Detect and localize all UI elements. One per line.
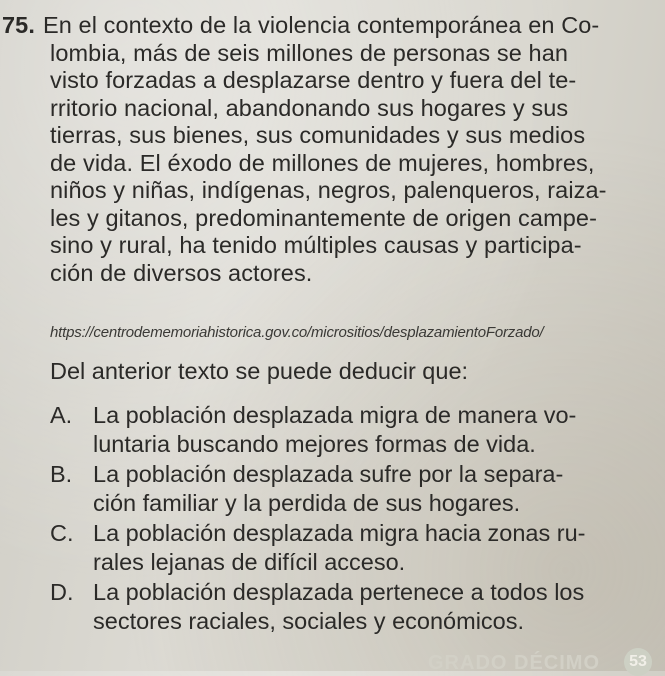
option-letter: B. — [50, 461, 73, 487]
option-letter: A. — [50, 402, 73, 428]
question-text-line: visto forzadas a desplazarse dentro y fuera del te- — [50, 67, 577, 93]
answer-options — [50, 401, 660, 637]
option-letter: D. — [50, 579, 74, 605]
option-c[interactable] — [50, 519, 660, 577]
option-d[interactable] — [50, 578, 660, 636]
option-text-line: sectores raciales, sociales y económicos. — [93, 608, 525, 634]
option-text — [50, 519, 660, 577]
option-text-line: luntaria buscando mejores formas de vida. — [93, 431, 536, 457]
question-text-line: les y gitanos, predominantemente de origen campe- — [50, 204, 598, 231]
question-text-line: ción de diversos actores. — [50, 259, 313, 286]
question-text-line: lombia, más de seis millones de personas se han — [50, 39, 569, 66]
question-line — [2, 12, 657, 40]
option-text-line: La población desplazada pertenece a todos los — [93, 579, 585, 605]
option-text — [50, 401, 660, 459]
question-text-line: tierras, sus bienes, sus comunidades y sus medios — [50, 122, 586, 148]
option-text-line: La población desplazada sufre por la separa- — [93, 461, 564, 487]
question-text-line: rritorio nacional, abandonando sus hogares y sus — [50, 94, 569, 121]
source-citation: https://centrodememoriahistorica.gov.co/micrositios/desplazamientoForzado/ — [50, 324, 544, 341]
question-text-line: sino y rural, ha tenido múltiples causas y participa- — [50, 232, 582, 258]
question-prompt: Del anterior texto se puede deducir que: — [50, 358, 469, 384]
footer-grade-label: GRADO DÉCIMO — [428, 652, 600, 674]
question-stem — [2, 12, 657, 287]
question-number: 75. — [2, 12, 35, 38]
option-a[interactable] — [50, 401, 660, 459]
option-text — [50, 460, 660, 518]
option-text-line: La población desplazada migra de manera vo- — [93, 402, 577, 428]
option-b[interactable] — [50, 460, 660, 518]
question-text-line: de vida. El éxodo de millones de mujeres, hombres, — [50, 149, 595, 176]
question-text-line: En el contexto de la violencia contemporánea en Co- — [42, 12, 600, 38]
option-letter: C. — [50, 520, 74, 546]
option-text — [50, 578, 660, 636]
option-text-line: La población desplazada migra hacia zonas ru- — [93, 520, 586, 546]
option-text-line: rales lejanas de difícil acceso. — [93, 549, 406, 575]
question-text-line: niños y niñas, indígenas, negros, palenqueros, raiza- — [50, 177, 607, 203]
option-text-line: ción familiar y la perdida de sus hogares. — [93, 490, 521, 516]
page-number-badge: 53 — [624, 648, 652, 676]
